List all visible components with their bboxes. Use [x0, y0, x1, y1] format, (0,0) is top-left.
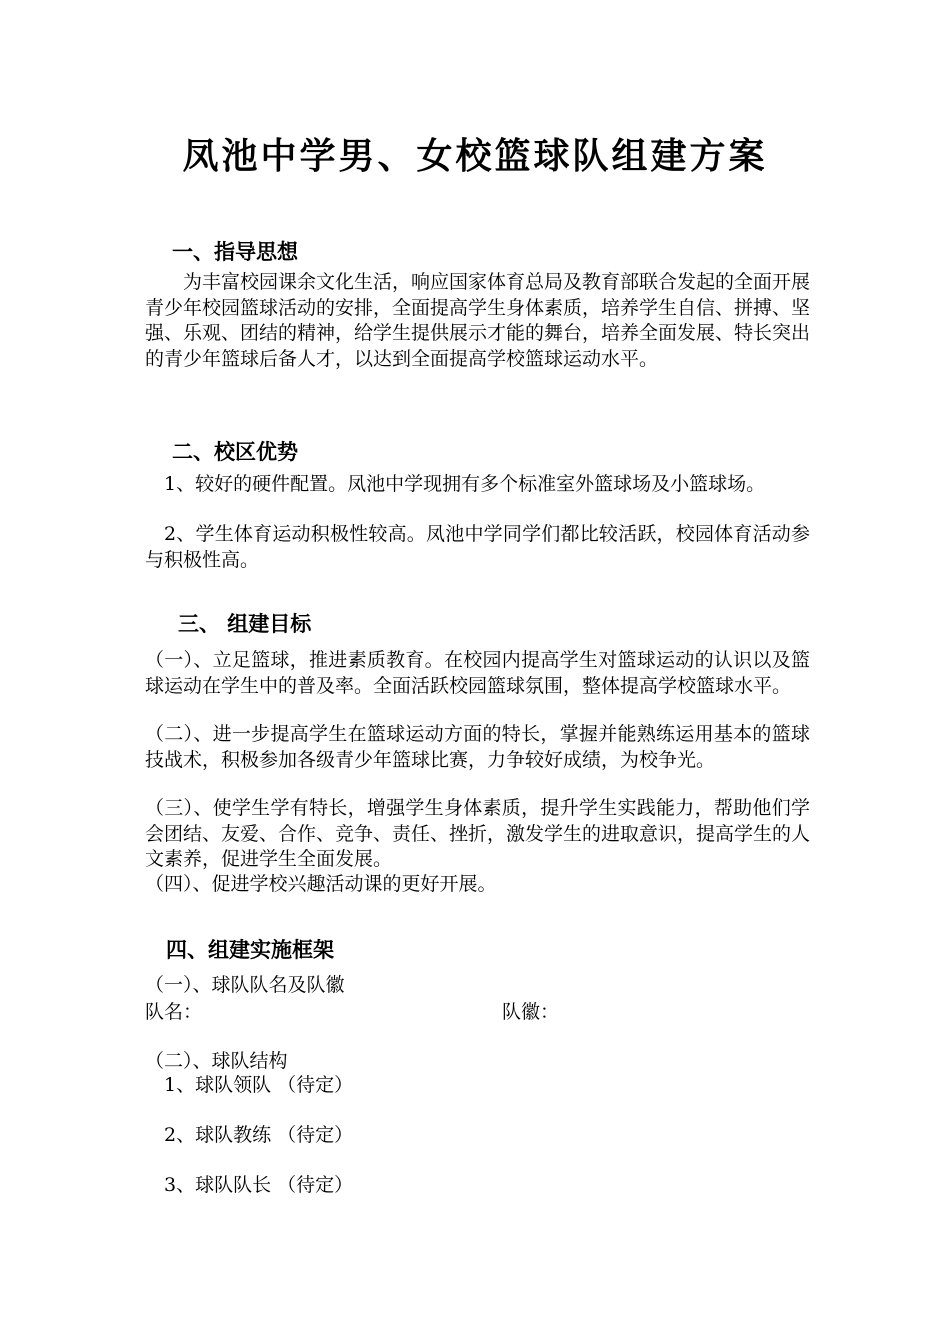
goal-item-1: （一）、立足篮球，推进素质教育。在校园内提高学生对篮球运动的认识以及篮球运动在学生中的普及率。全面活跃校园篮球氛围，整体提高学校篮球水平。 [145, 649, 810, 697]
goal-item-3: （三）、使学生学有特长，增强学生身体素质，提升学生实践能力，帮助他们学会团结、友爱、合作、竞争、责任、挫折，激发学生的进取意识，提高学生的人文素养，促进学生全面发展。 [145, 797, 811, 870]
advantage-item-1: 1、较好的硬件配置。凤池中学现拥有多个标准室外篮球场及小篮球场。 [164, 473, 766, 495]
advantage-item-2: 2、学生体育运动积极性较高。凤池中学同学们都比较活跃，校园体育活动参与积极性高。 [145, 523, 810, 571]
subheading-team-structure: （二）、球队结构 [145, 1050, 288, 1072]
role-item-captain: 3、球队队长 （待定） [164, 1174, 354, 1196]
section-heading-campus-advantages: 二、校区优势 [172, 440, 298, 464]
section-heading-goals: 三、 组建目标 [178, 612, 312, 636]
section-body-guiding-ideology: 为丰富校园课余文化生活，响应国家体育总局及教育部联合发起的全面开展青少年校园篮球活动的安排，全面提高学生身体素质，培养学生自信、拼搏、坚强、乐观、团结的精神，给学生提供展示才能的舞台，培养全面发展、特长突出的青少年篮球后备人才，以达到全面提高学校篮球运动水平。 [145, 271, 811, 370]
document-title: 凤池中学男、女校篮球队组建方案 [182, 135, 768, 177]
section-heading-guiding-ideology: 一、指导思想 [172, 240, 298, 264]
goal-item-4: （四）、促进学校兴趣活动课的更好开展。 [145, 873, 497, 895]
section-heading-framework: 四、组建实施框架 [166, 938, 334, 962]
team-badge-label: 队徽： [502, 1001, 560, 1023]
goal-item-2: （二）、进一步提高学生在篮球运动方面的特长，掌握并能熟练运用基本的篮球技战术，积极参加各级青少年篮球比赛，力争较好成绩，为校争光。 [145, 723, 810, 771]
role-item-leader: 1、球队领队 （待定） [164, 1074, 354, 1096]
team-name-label: 队名： [145, 1001, 203, 1023]
role-item-coach: 2、球队教练 （待定） [164, 1124, 354, 1146]
subheading-team-name-badge: （一）、球队队名及队徽 [145, 974, 345, 996]
